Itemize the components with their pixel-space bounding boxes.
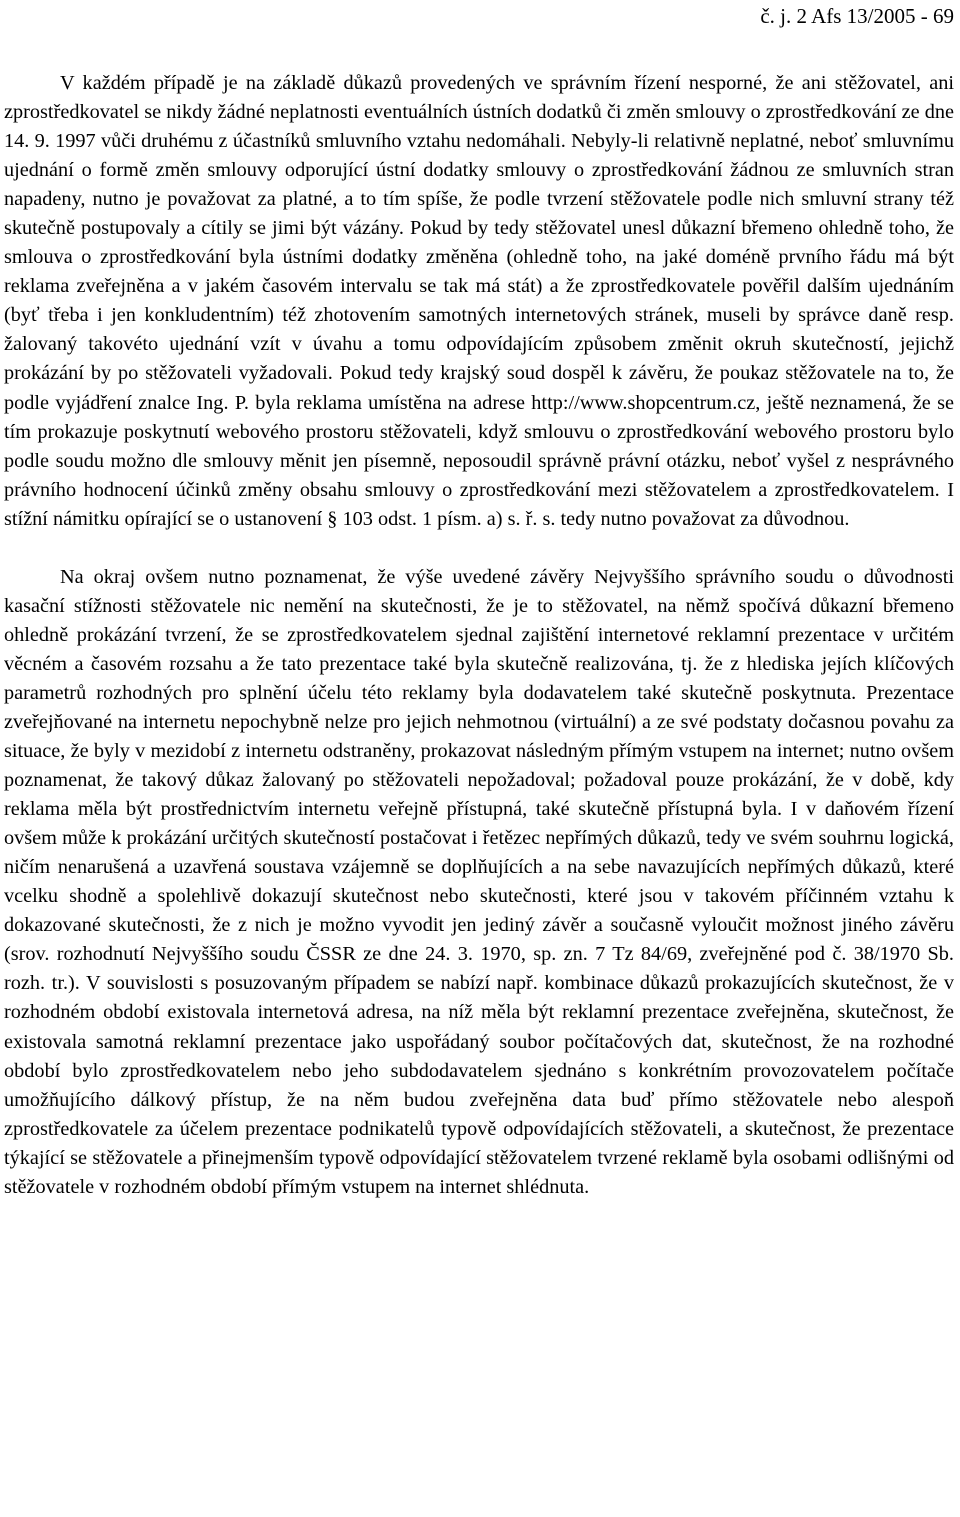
document-body	[4, 69, 954, 1202]
paragraph-1: V každém případě je na základě důkazů provedených ve správním řízení nesporné, že ani stěžovatel, ani zprostředkovatel se nikdy žádné neplatnosti eventuálních ústních dodatků či změn smlouvy o zprostředkování ze dne 14. 9. 1997 vůči druhému z účastníků smluvního vztahu nedomáhali. Nebyly-li relativně neplatné, neboť smluvnímu ujednání o formě změn smlouvy odporující ústní dodatky smlouvy o zprostředkování žádnou ze smluvních stran napadeny, nutno je považovat za platné, a to tím spíše, že podle tvrzení stěžovatele podle nich smluvní strany též skutečně postupovaly a cítily se jimi být vázány. Pokud by tedy stěžovatel unesl důkazní břemeno ohledně toho, že smlouva o zprostředkování byla ústními dodatky změněna (ohledně toho, na jaké doméně prvního řádu má být reklama zveřejněna a v jakém časovém intervalu se tak má stát) a že zprostředkovatele pověřil dalším ujednáním (byť třeba i jen konkludentním) též zhotovením samotných internetových stránek, museli by správce daně resp. žalovaný takovéto ujednání vzít v úvahu a tomu odpovídajícím způsobem změnit okruh skutečností, jejichž prokázání by po stěžovateli vyžadovali. Pokud tedy krajský soud dospěl k závěru, že poukaz stěžovatele na to, že podle vyjádření znalce Ing. P. byla reklama umístěna na adrese http://www.shopcentrum.cz, ještě neznamená, že se tím prokazuje poskytnutí webového prostoru stěžovateli, když smlouvu o zprostředkování webového prostoru bylo podle soudu možno dle smlouvy měnit jen písemně, neposoudil správně právní otázku, neboť vyšel z nesprávného právního hodnocení účinků změny obsahu smlouvy o zprostředkování mezi stěžovatelem a zprostředkovatelem. I stížní námitku opírající se o ustanovení § 103 odst. 1 písm. a) s. ř. s. tedy nutno považovat za důvodnou.	[4, 72, 954, 530]
paragraph-2: Na okraj ovšem nutno poznamenat, že výše uvedené závěry Nejvyššího správního soudu o důvodnosti kasační stížnosti stěžovatele nic nemění na skutečnosti, že je to stěžovatel, na němž spočívá důkazní břemeno ohledně prokázání tvrzení, že se zprostředkovatelem sjednal zajištění internetové reklamní prezentace v určitém věcném a časovém rozsahu a že tato prezentace také byla skutečně realizována, tj. že z hlediska jejích klíčových parametrů rozhodných pro splnění účelu této reklamy byla dodavatelem také skutečně poskytnuta. Prezentace zveřejňované na internetu nepochybně nelze pro jejich nehmotnou (virtuální) a ze své podstaty dočasnou povahu za situace, že byly v mezidobí z internetu odstraněny, prokazovat následným přímým vstupem na internet; nutno ovšem poznamenat, že takový důkaz žalovaný po stěžovateli nepožadoval; požadoval pouze prokázání, že v době, kdy reklama měla být prostřednictvím internetu veřejně přístupná, také skutečně přístupná byla. I v daňovém řízení ovšem může k prokázání určitých skutečností postačovat i řetězec nepřímých důkazů, tedy ve svém souhrnu logická, ničím nenarušená a uzavřená soustava vzájemně se doplňujících a na sebe navazujících nepřímých důkazů, které vcelku shodně a spolehlivě dokazují skutečnost nebo skutečnosti, které jsou v takovém příčinném vztahu k dokazované skutečnosti, že z nich je možno vyvodit jen jediný závěr a současně vyloučit možnost jiného závěru (srov. rozhodnutí Nejvyššího soudu ČSSR ze dne 24. 3. 1970, sp. zn. 7 Tz 84/69, zveřejněné pod č. 38/1970 Sb. rozh. tr.). V souvislosti s posuzovaným případem se nabízí např. kombinace důkazů prokazujících skutečnost, že v rozhodném období existovala internetová adresa, na níž měla být reklamní prezentace zveřejněna, skutečnost, že existovala samotná reklamní prezentace jako uspořádaný soubor počítačových dat, skutečnost, že na rozhodné období bylo zprostředkovatelem nebo jeho subdodavatelem sjednáno s konkrétním provozovatelem počítače umožňujícího dálkový přístup, že na něm budou zveřejněna data buď přímo stěžovatele nebo alespoň zprostředkovatele za účelem prezentace podnikatelů typově odpovídajících stěžovateli, a skutečnost, že prezentace týkající se stěžovatele a přinejmenším typově odpovídající stěžovatelem tvrzené reklamě byla osobami odlišnými od stěžovatele v rozhodném období přímým vstupem na internet shlédnuta.	[4, 565, 954, 1198]
case-number-header: č. j. 2 Afs 13/2005 - 69	[760, 4, 954, 28]
